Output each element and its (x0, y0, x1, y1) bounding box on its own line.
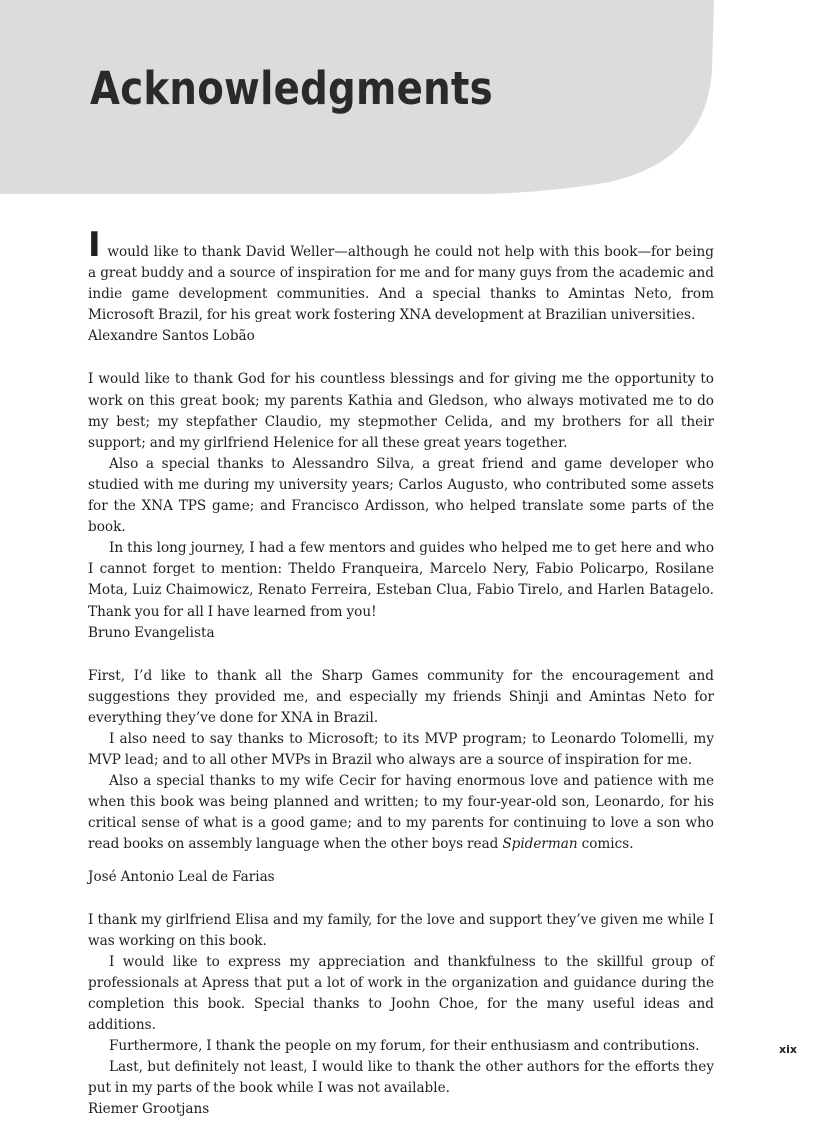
paragraph (88, 771, 714, 855)
drop-cap: I (88, 225, 101, 265)
paragraph-text: Also a special thanks to my wife Cecir for having enormous love and patience with me when this book was being planned and written; to my four-year-old son, Leonardo, for his critical sense of what is a good game; and to my parents for continuing to love a son who read books on assembly language when the other boys read (88, 773, 714, 853)
acknowledgment-grootjans (88, 910, 714, 1121)
paragraph: I also need to say thanks to Microsoft; to its MVP program; to Leonardo Tolomelli, my MVP lead; and to all other MVPs in Brazil who always are a source of inspiration for me. (88, 730, 714, 769)
signature: Riemer Grootjans (88, 1101, 210, 1118)
page-title: Acknowledgments (90, 62, 493, 115)
paragraph: Last, but definitely not least, I would like to thank the other authors for the efforts they put in my parts of the book while I was not available. (88, 1059, 714, 1097)
acknowledgment-lobao (88, 225, 714, 347)
paragraph: I thank my girlfriend Elisa and my family, for the love and support they’ve given me while I was working on this book. (88, 911, 714, 949)
paragraph-text: would like to thank David Weller—although he could not help with this book—for being a great buddy and a source of inspiration for me and for many guys from the academic and indie game development communities. And a special thanks to Amintas Neto, from Microsoft Brazil, for his great work fostering XNA development at Brazilian universities. (88, 244, 714, 324)
paragraph (88, 225, 714, 326)
paragraph-text: comics. (577, 836, 634, 853)
acknowledgments-body (88, 225, 714, 1143)
signature: Bruno Evangelista (88, 624, 215, 641)
paragraph: I would like to thank God for his countless blessings and for giving me the opportunity to work on this great book; my parents Kathia and Gledson, who always motivated me to do my best; my stepfather Claudio, my stepmother Celida, and my brothers for all their support; and my girlfriend Helenice for all these great years together. (88, 371, 714, 451)
page-number: xix (779, 1043, 797, 1056)
acknowledgment-evangelista (88, 369, 714, 643)
book-title-emphasis: Spiderman (502, 836, 578, 853)
paragraph: Furthermore, I thank the people on my forum, for their enthusiasm and contributions. (109, 1038, 700, 1055)
acknowledgment-farias (88, 666, 714, 888)
paragraph: Also a special thanks to Alessandro Silva, a great friend and game developer who studied with me during my university years; Carlos Augusto, who contributed some assets for the XNA TPS game; and Francisco Ardisson, who helped translate some parts of the book. (88, 455, 714, 536)
signature: José Antonio Leal de Farias (88, 868, 275, 885)
paragraph: First, I’d like to thank all the Sharp Games community for the encouragement and suggestions they provided me, and especially my friends Shinji and Amintas Neto for everything they’ve done for XNA in Brazil. (88, 667, 714, 726)
signature: Alexandre Santos Lobão (88, 328, 255, 345)
paragraph: I would like to express my appreciation and thankfulness to the skillful group of professionals at Apress that put a lot of work in the organization and guidance during the completion this book. Special thanks to Joohn Choe, for the many useful ideas and additions. (88, 953, 714, 1034)
paragraph: In this long journey, I had a few mentors and guides who helped me to get here and who I cannot forget to mention: Theldo Franqueira, Marcelo Nery, Fabio Policarpo, Rosilane Mota, Luiz Chaimowicz, Renato Ferreira, Esteban Clua, Fabio Tirelo, and Harlen Batagelo. Thank you for all I have learned from you! (88, 540, 714, 620)
